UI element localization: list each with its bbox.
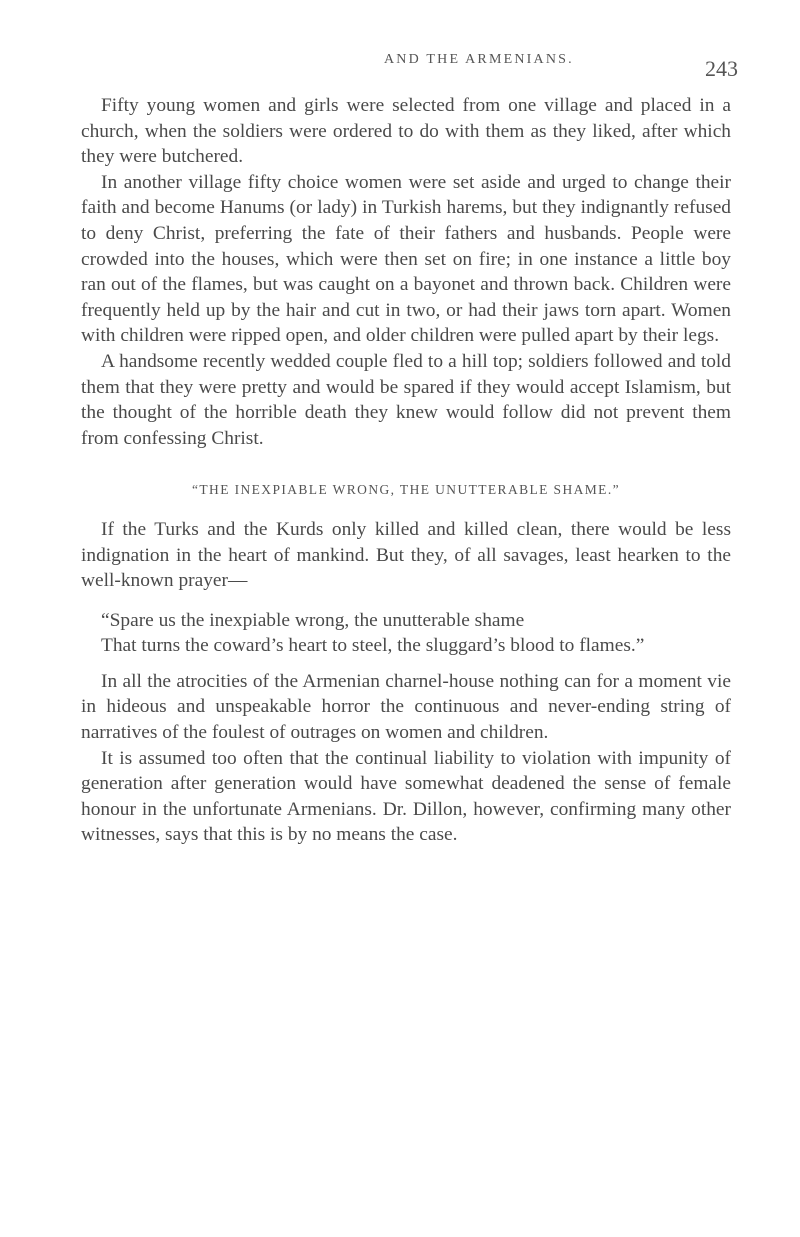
verse-quote [81, 608, 731, 659]
paragraph-2: In another village fifty choice women were set aside and urged to change their faith and become Hanums (or lady) in Turkish harems, but they indignantly refused to deny Christ, preferring the fate of their fathers and husbands. People were crowded into the houses, which were then set on fire; in one instance a little boy ran out of the flames, but was caught on a bayonet and thrown back. Children were frequently held up by the hair and cut in two, or had their jaws torn apart. Women with children were ripped open, and older children were pulled apart by their legs. [81, 171, 731, 347]
running-head: AND THE ARMENIANS. [384, 52, 574, 67]
section-heading: “THE INEXPIABLE WRONG, THE UNUTTERABLE SHAME.” [192, 482, 620, 498]
section-paragraph-2: In all the atrocities of the Armenian charnel-house nothing can for a moment vie in hideous and unspeakable horror the continuous and never-ending string of narratives of the foulest of outrages on women and children. [81, 670, 731, 744]
body-text [81, 93, 731, 848]
paragraph-3: A handsome recently wedded couple fled to a hill top; soldiers followed and told them that they were pretty and would be spared if they would accept Islamism, but the thought of the horrible death they knew would follow did not prevent them from confessing Christ. [81, 350, 731, 449]
paragraph-1: Fifty young women and girls were selected from one village and placed in a church, when the soldiers were ordered to do with them as they liked, after which they were butchered. [81, 95, 731, 168]
verse-line-2: That turns the coward’s heart to steel, the sluggard’s blood to flames.” [101, 635, 645, 657]
verse-line-1: “Spare us the inexpiable wrong, the unutterable shame [101, 609, 525, 631]
section-paragraph-3: It is assumed too often that the continual liability to violation with impunity of generation after generation would have somewhat deadened the sense of female honour in the unfortunate Armenians. Dr. Dillon, however, confirming many other witnesses, says that this is by no means the case. [81, 747, 731, 846]
page-number: 243 [705, 56, 738, 81]
section-intro-paragraph: If the Turks and the Kurds only killed and killed clean, there would be less indignation in the heart of mankind. But they, of all savages, least hearken to the well-known prayer— [81, 518, 731, 592]
